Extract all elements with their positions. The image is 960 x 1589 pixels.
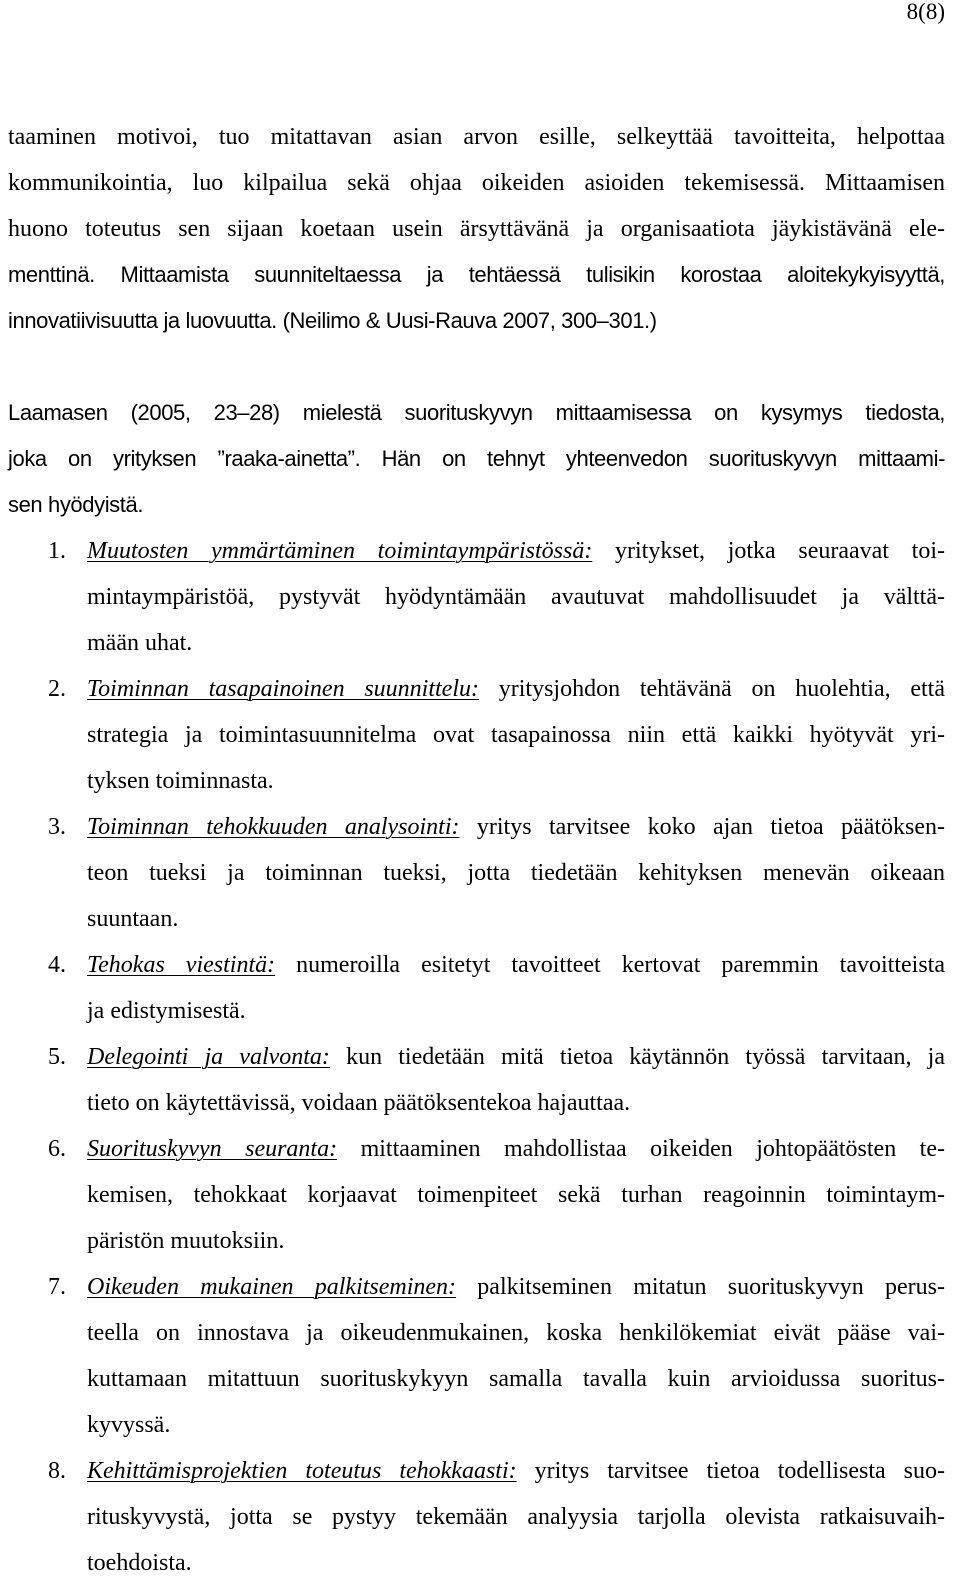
list-item — [0, 942, 960, 1034]
list-item-line: tyksen toiminnasta. — [87, 768, 274, 794]
list-item-line: teella on innostava ja oikeudenmukainen, koska henkilökemiat eivät pääse vai- — [87, 1320, 945, 1346]
list-item-line: mään uhat. — [87, 630, 193, 656]
list-item-line: mintaympäristöä, pystyvät hyödyntämään avautuvat mahdollisuudet ja välttä- — [87, 584, 945, 610]
list-item-term: Toiminnan tasapainoinen suunnittelu: — [87, 676, 479, 702]
list-item-line: kemisen, tehokkaat korjaavat toimenpiteet sekä turhan reagoinnin toimintaym- — [87, 1182, 945, 1208]
list-item-term: Kehittämisprojektien toteutus tehokkaasti: — [87, 1458, 517, 1484]
list-item-number: 6. — [48, 1136, 66, 1162]
paragraph-2 — [8, 390, 945, 528]
list-item-term: Muutosten ymmärtäminen toimintaympäristössä: — [87, 538, 593, 564]
list-item-text: kun tiedetään mitä tietoa käytännön työssä tarvitaan, ja — [329, 1044, 945, 1070]
list-item-first-line — [87, 1264, 945, 1310]
list-item — [0, 666, 960, 804]
list-item-body — [87, 804, 945, 942]
list-item-number: 5. — [48, 1044, 66, 1070]
benefits-list — [0, 528, 960, 1586]
list-item-line: ja edistymisestä. — [87, 998, 246, 1024]
list-item-number: 4. — [48, 952, 66, 978]
list-item-body — [87, 1264, 945, 1448]
list-item-number: 1. — [48, 538, 66, 564]
paragraph-line: huono toteutus sen sijaan koetaan usein ärsyttävänä ja organisaatiota jäykistävänä ele- — [8, 216, 945, 242]
list-item-first-line — [87, 528, 945, 574]
paragraph-line: kommunikointia, luo kilpailua sekä ohjaa oikeiden asioiden tekemisessä. Mittaamisen — [8, 170, 945, 196]
list-item — [0, 1126, 960, 1264]
list-item-text: yritys tarvitsee tietoa todellisesta suo- — [516, 1458, 946, 1484]
paragraph-line: sen hyödyistä. — [8, 492, 144, 517]
list-item-line: kuttamaan mitattuun suorituskykyyn samalla tavalla kuin arvioidussa suoritus- — [87, 1366, 945, 1392]
list-item-text: yritysjohdon tehtävänä on huolehtia, että — [478, 676, 945, 702]
list-item-line: teon tueksi ja toiminnan tueksi, jotta tiedetään kehityksen menevän oikeaan — [87, 860, 945, 886]
list-item — [0, 528, 960, 666]
list-item-number: 8. — [48, 1458, 66, 1484]
list-item-number: 7. — [48, 1274, 66, 1300]
list-item-line: toehdoista. — [87, 1550, 192, 1576]
list-item — [0, 804, 960, 942]
list-item-body — [87, 666, 945, 804]
list-item-text: mittaaminen mahdollistaa oikeiden johtopäätösten te- — [337, 1136, 945, 1162]
paragraph-line: taaminen motivoi, tuo mitattavan asian arvon esille, selkeyttää tavoitteita, helpottaa — [8, 124, 945, 150]
page-number: 8(8) — [906, 0, 945, 24]
paragraph-line: menttinä. Mittaamista suunniteltaessa ja tehtäessä tulisikin korostaa aloitekykyisyyttä, — [8, 262, 945, 287]
list-item-line: strategia ja toimintasuunnitelma ovat tasapainossa niin että kaikki hyötyvät yri- — [87, 722, 945, 748]
list-item-first-line — [87, 1034, 945, 1080]
paragraph-line: joka on yrityksen ”raaka-ainetta”. Hän on tehnyt yhteenvedon suorituskyvyn mittaami- — [8, 446, 945, 471]
list-item-line: päristön muutoksiin. — [87, 1228, 285, 1254]
list-item-body — [87, 1034, 945, 1126]
list-item-body — [87, 942, 945, 1034]
paragraph-1 — [8, 114, 945, 344]
list-item-body — [87, 528, 945, 666]
list-item-first-line — [87, 1448, 945, 1494]
list-item-term: Suorituskyvyn seuranta: — [87, 1136, 338, 1162]
list-item-number: 3. — [48, 814, 66, 840]
list-item-line: suuntaan. — [87, 906, 179, 932]
paragraph-line: innovatiivisuutta ja luovuutta. (Neilimo & Uusi-Rauva 2007, 300–301.) — [8, 308, 657, 333]
list-item-line: rituskyvystä, jotta se pystyy tekemään analyysia tarjolla olevista ratkaisuvaih- — [87, 1504, 945, 1530]
list-item-text: yritys tarvitsee koko ajan tietoa päätöksen- — [459, 814, 945, 840]
list-item-body — [87, 1126, 945, 1264]
list-item — [0, 1034, 960, 1126]
list-item-line: kyvyssä. — [87, 1412, 171, 1438]
list-item-first-line — [87, 666, 945, 712]
list-item-body — [87, 1448, 945, 1586]
list-item-text: palkitseminen mitatun suorituskyvyn perus- — [456, 1274, 945, 1300]
list-item-first-line — [87, 804, 945, 850]
list-item-text: numeroilla esitetyt tavoitteet kertovat paremmin tavoitteista — [275, 952, 945, 978]
list-item-text: yritykset, jotka seuraavat toi- — [592, 538, 945, 564]
list-item — [0, 1264, 960, 1448]
list-item-term: Toiminnan tehokkuuden analysointi: — [87, 814, 460, 840]
paragraph-line: Laamasen (2005, 23–28) mielestä suorituskyvyn mittaamisessa on kysymys tiedosta, — [8, 400, 945, 425]
list-item-term: Delegointi ja valvonta: — [87, 1044, 330, 1070]
list-item-term: Oikeuden mukainen palkitseminen: — [87, 1274, 457, 1300]
list-item-line: tieto on käytettävissä, voidaan päätöksentekoa hajauttaa. — [87, 1090, 631, 1116]
list-item-first-line — [87, 942, 945, 988]
list-item-first-line — [87, 1126, 945, 1172]
list-item — [0, 1448, 960, 1586]
list-item-number: 2. — [48, 676, 66, 702]
list-item-term: Tehokas viestintä: — [87, 952, 276, 978]
